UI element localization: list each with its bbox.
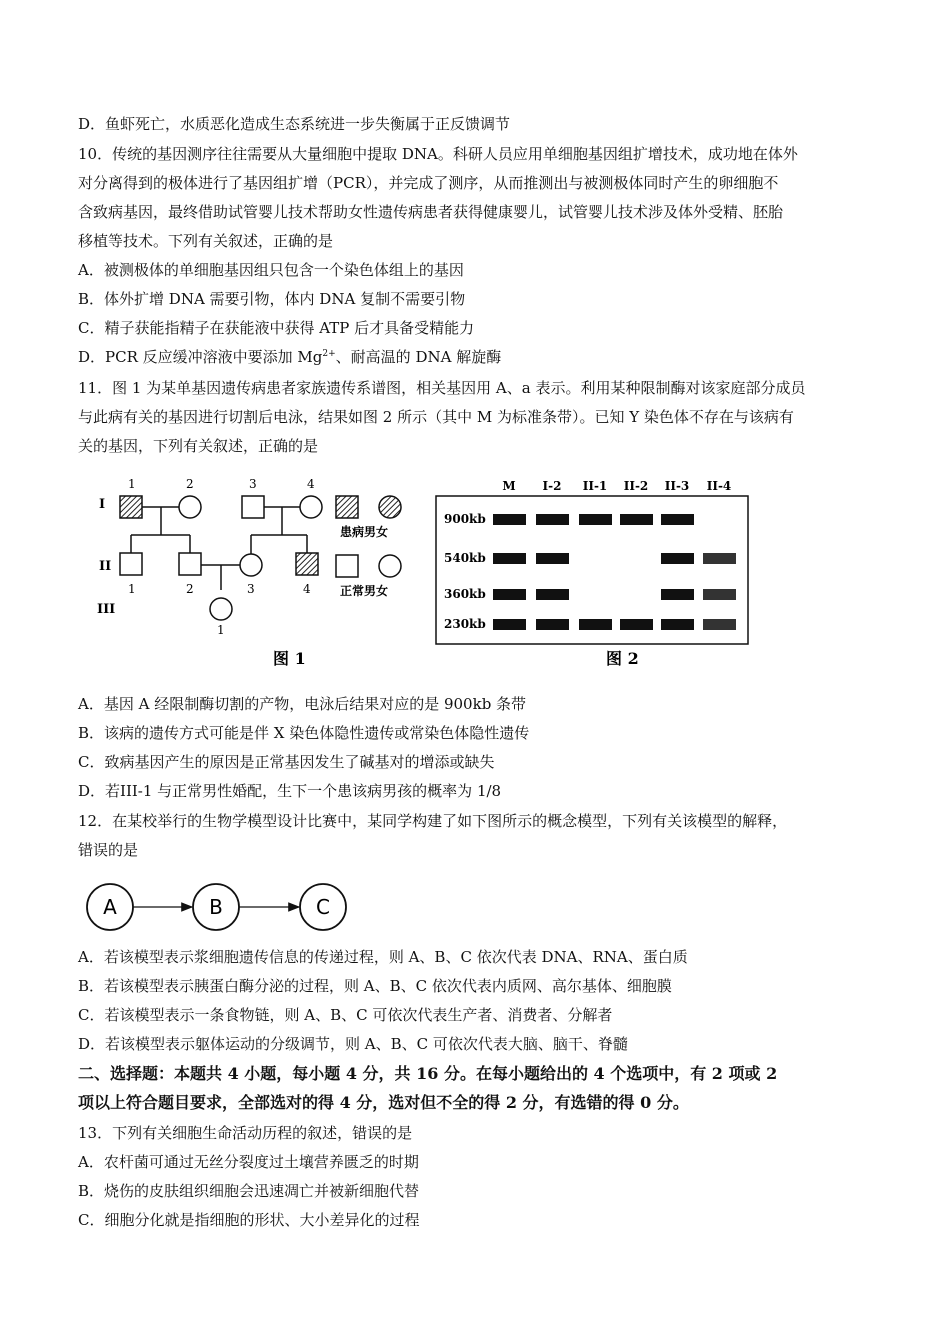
q11-option-c: C．致病基因产生的原因是正常基因发生了碱基对的增添或缺失 bbox=[78, 753, 495, 771]
gel-band-II-3-230kb bbox=[661, 619, 694, 630]
q13-stem: 13．下列有关细胞生命活动历程的叙述，错误的是 bbox=[78, 1124, 413, 1142]
gel-lane-label-II-3: II-3 bbox=[664, 479, 690, 493]
pedigree-I-2-normal-female bbox=[179, 496, 201, 518]
q13-option-b: B．烧伤的皮肤组织细胞会迅速凋亡并被新细胞代替 bbox=[78, 1182, 420, 1200]
svg-text:1: 1 bbox=[128, 582, 136, 596]
q10-stem-line-1: 10．传统的基因测序往往需要从大量细胞中提取 DNA。科研人员应用单细胞基因组扩增技术，成功地在体外 bbox=[78, 145, 798, 163]
gel-lane-label-I-2: I-2 bbox=[542, 479, 562, 493]
gel-band-I-2-540kb bbox=[536, 553, 569, 564]
q9-option-d: D．鱼虾死亡，水质恶化造成生态系统进一步失衡属于正反馈调节 bbox=[78, 115, 511, 133]
q11-option-b: B．该病的遗传方式可能是伴 X 染色体隐性遗传或常染色体隐性遗传 bbox=[78, 724, 530, 742]
section-2-heading-line-2: 项以上符合题目要求，全部选对的得 4 分，选对但不全的得 2 分，有选错的得 0 分。 bbox=[78, 1093, 689, 1112]
gel-size-label-900kb: 900kb bbox=[444, 512, 486, 526]
pedigree-I-1-affected-male bbox=[120, 496, 142, 518]
q10-stem-line-3: 含致病基因，最终借助试管婴儿技术帮助女性遗传病患者获得健康婴儿，试管婴儿技术涉及体外受精、胚胎 bbox=[78, 203, 784, 221]
pedigree-II-3-normal-female bbox=[240, 554, 262, 576]
pedigree-I-3-normal-male bbox=[242, 496, 264, 518]
legend-affected-label: 患病男女 bbox=[340, 525, 389, 539]
gel-band-II-3-540kb bbox=[661, 553, 694, 564]
q12-option-b: B．若该模型表示胰蛋白酶分泌的过程，则 A、B、C 依次代表内质网、高尔基体、细胞膜 bbox=[78, 977, 672, 995]
q11-stem-line-2: 与此病有关的基因进行切割后电泳，结果如图 2 所示（其中 M 为标准条带）。已知 Y 染色体不存在与该病有 bbox=[78, 408, 794, 426]
gel-band-II-4-360kb bbox=[703, 589, 736, 600]
gel-band-I-2-360kb bbox=[536, 589, 569, 600]
q12-option-a: A．若该模型表示浆细胞遗传信息的传递过程，则 A、B、C 依次代表 DNA、RNA、蛋白质 bbox=[78, 948, 688, 966]
q11-stem-line-3: 关的基因，下列有关叙述，正确的是 bbox=[78, 437, 319, 455]
q12-option-d: D．若该模型表示躯体运动的分级调节，则 A、B、C 可依次代表大脑、脑干、脊髓 bbox=[78, 1035, 628, 1053]
concept-model-diagram bbox=[80, 878, 360, 938]
model-node-c-label: C bbox=[316, 895, 330, 919]
svg-text:2: 2 bbox=[186, 477, 194, 491]
electrophoresis-figure bbox=[430, 468, 760, 673]
legend-affected-female bbox=[379, 496, 401, 518]
q12-stem-line-2: 错误的是 bbox=[78, 841, 139, 859]
svg-text:1: 1 bbox=[128, 477, 136, 491]
svg-text:4: 4 bbox=[303, 582, 311, 596]
gel-band-I-2-900kb bbox=[536, 514, 569, 525]
gel-band-II-1-900kb bbox=[579, 514, 612, 525]
pedigree-I-4-normal-female bbox=[300, 496, 322, 518]
svg-text:3: 3 bbox=[249, 477, 257, 491]
model-node-a-label: A bbox=[103, 895, 117, 919]
gel-band-II-3-900kb bbox=[661, 514, 694, 525]
svg-text:3: 3 bbox=[247, 582, 255, 596]
q10-option-d: D．PCR 反应缓冲溶液中要添加 $Mg^{2+}$、耐高温的 DNA 解旋酶 bbox=[78, 348, 502, 366]
gel-band-M-900kb bbox=[493, 514, 526, 525]
figure-1-caption: 图 1 bbox=[273, 649, 306, 668]
legend-affected-male bbox=[336, 496, 358, 518]
figure-2-caption: 图 2 bbox=[606, 649, 639, 668]
gel-band-II-1-230kb bbox=[579, 619, 612, 630]
q11-stem-line-1: 11．图 1 为某单基因遗传病患者家族遗传系谱图，相关基因用 A、a 表示。利用某种限制酶对该家庭部分成员 bbox=[78, 379, 806, 397]
q10-option-c: C．精子获能指精子在获能液中获得 ATP 后才具备受精能力 bbox=[78, 319, 475, 337]
gel-lane-label-II-4: II-4 bbox=[706, 479, 732, 493]
model-node-b-label: B bbox=[209, 895, 223, 919]
q13-option-c: C．细胞分化就是指细胞的形状、大小差异化的过程 bbox=[78, 1211, 420, 1229]
gel-lane-label-II-2: II-2 bbox=[623, 479, 649, 493]
svg-text:2: 2 bbox=[186, 582, 194, 596]
gel-band-II-2-900kb bbox=[620, 514, 653, 525]
gel-size-label-360kb: 360kb bbox=[444, 587, 486, 601]
gel-band-II-4-230kb bbox=[703, 619, 736, 630]
q11-option-d: D．若III-1 与正常男性婚配，生下一个患该病男孩的概率为 1/8 bbox=[78, 782, 502, 800]
q10-stem-line-4: 移植等技术。下列有关叙述，正确的是 bbox=[78, 232, 334, 250]
q11-option-a: A．基因 A 经限制酶切割的产物，电泳后结果对应的是 900kb 条带 bbox=[78, 695, 527, 713]
svg-text:4: 4 bbox=[307, 477, 315, 491]
gel-band-M-230kb bbox=[493, 619, 526, 630]
q10-option-b: B．体外扩增 DNA 需要引物，体内 DNA 复制不需要引物 bbox=[78, 290, 466, 308]
gel-lane-label-M: M bbox=[502, 479, 516, 493]
pedigree-III-1-normal-female bbox=[210, 598, 232, 620]
legend-normal-female bbox=[379, 555, 401, 577]
svg-text:1: 1 bbox=[217, 623, 225, 637]
generation-label-2: II bbox=[99, 559, 112, 574]
q10-option-a: A．被测极体的单细胞基因组只包含一个染色体组上的基因 bbox=[78, 261, 464, 279]
pedigree-II-2-normal-male bbox=[179, 553, 201, 575]
gel-band-II-3-360kb bbox=[661, 589, 694, 600]
gel-band-M-540kb bbox=[493, 553, 526, 564]
q13-option-a: A．农杆菌可通过无丝分裂度过土壤营养匮乏的时期 bbox=[78, 1153, 419, 1171]
pedigree-figure bbox=[85, 468, 425, 673]
section-2-heading-line-1: 二、选择题：本题共 4 小题，每小题 4 分，共 16 分。在每小题给出的 4 个选项中，有 2 项或 2 bbox=[78, 1064, 778, 1083]
gel-lane-label-II-1: II-1 bbox=[582, 479, 608, 493]
legend-normal-label: 正常男女 bbox=[340, 584, 389, 598]
gel-size-label-540kb: 540kb bbox=[444, 551, 486, 565]
gel-band-I-2-230kb bbox=[536, 619, 569, 630]
pedigree-II-4-affected-male bbox=[296, 553, 318, 575]
q12-stem-line-1: 12．在某校举行的生物学模型设计比赛中，某同学构建了如下图所示的概念模型，下列有关该模型的解释， bbox=[78, 812, 788, 830]
legend-normal-male bbox=[336, 555, 358, 577]
gel-band-II-4-540kb bbox=[703, 553, 736, 564]
q12-option-c: C．若该模型表示一条食物链，则 A、B、C 可依次代表生产者、消费者、分解者 bbox=[78, 1006, 613, 1024]
pedigree-II-1-normal-male bbox=[120, 553, 142, 575]
gel-band-II-2-230kb bbox=[620, 619, 653, 630]
gel-size-label-230kb: 230kb bbox=[444, 617, 486, 631]
gel-band-M-360kb bbox=[493, 589, 526, 600]
q10-stem-line-2: 对分离得到的极体进行了基因组扩增（PCR），并完成了测序，从而推测出与被测极体同时产生的卵细胞不 bbox=[78, 174, 779, 192]
generation-label-3: III bbox=[97, 602, 116, 617]
generation-label-1: I bbox=[99, 497, 106, 512]
